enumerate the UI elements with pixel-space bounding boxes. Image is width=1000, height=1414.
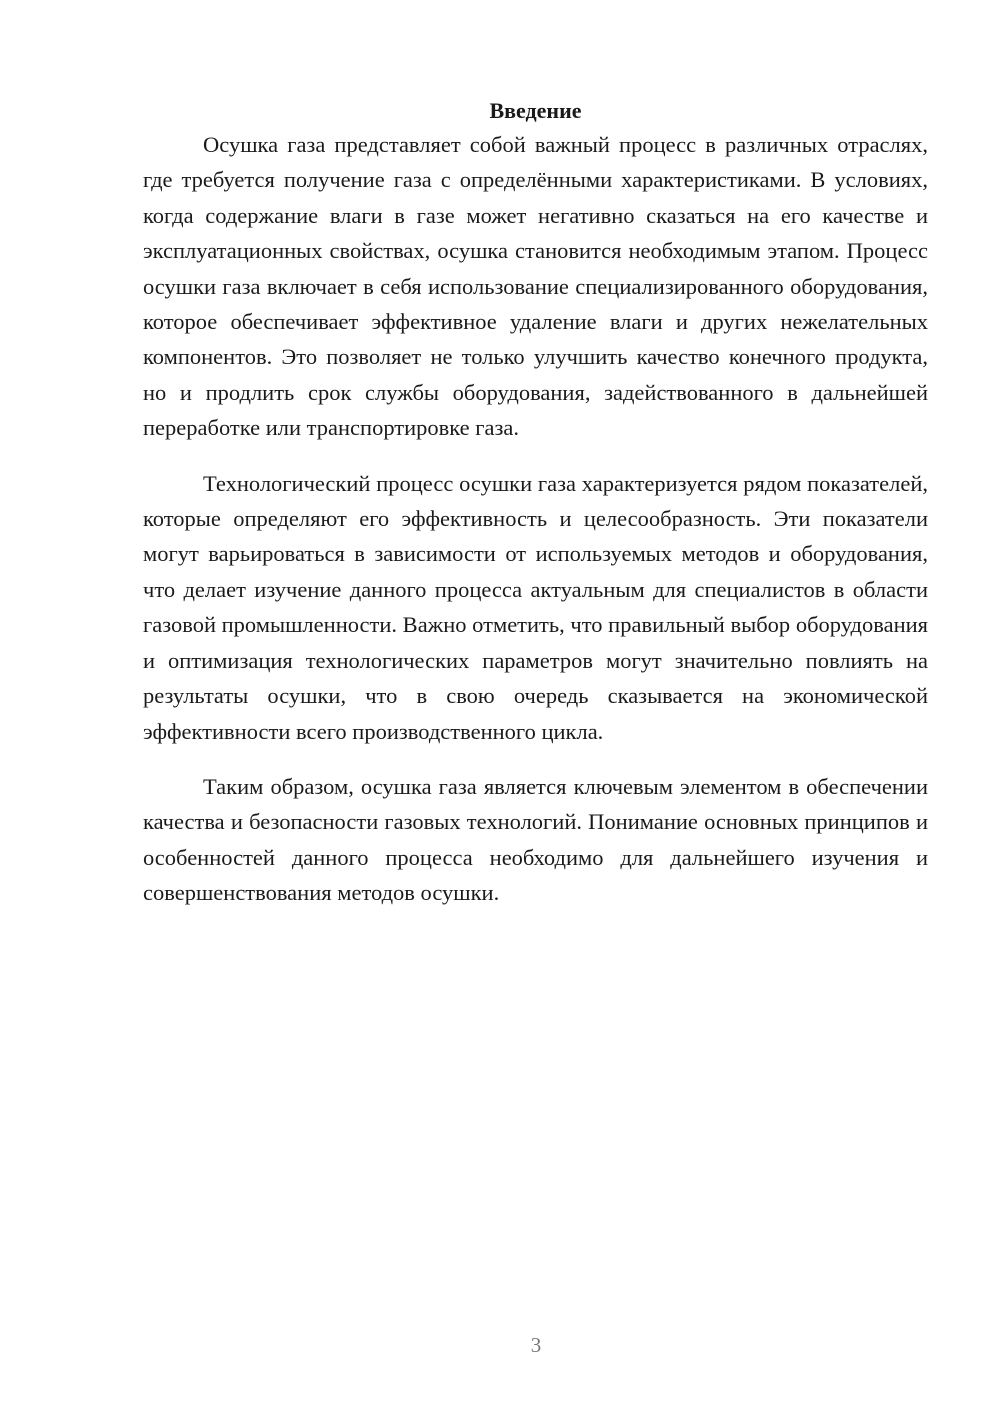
- section-heading: Введение: [489, 98, 582, 123]
- paragraph-3: Таким образом, осушка газа является ключевым элементом в обеспечении качества и безопасности газовых технологий. Понимание основных принципов и особенностей данного процесса необходимо для дальнейшего изучения и совершенствования методов осушки.: [143, 773, 928, 906]
- page-content: [143, 96, 928, 911]
- paragraph-2: Технологический процесс осушки газа характеризуется рядом показателей, которые определяют его эффективность и целесообразность. Эти показатели могут варьироваться в зависимости от используемых методов и оборудования, что делает изучение данного процесса актуальным для специалистов в области газовой промышленности. Важно отметить, что правильный выбор оборудования и оптимизация технологических параметров могут значительно повлиять на результаты осушки, что в свою очередь сказывается на экономической эффективности всего производственного цикла.: [143, 470, 928, 744]
- page-number: 3: [530, 1333, 542, 1357]
- paragraph-1: Осушка газа представляет собой важный процесс в различных отраслях, где требуется получение газа с определёнными характеристиками. В условиях, когда содержание влаги в газе может негативно сказаться на его качестве и эксплуатационных свойствах, осушка становится необходимым этапом. Процесс осушки газа включает в себя использование специализированного оборудования, которое обеспечивает эффективное удаление влаги и других нежелательных компонентов. Это позволяет не только улучшить качество конечного продукта, но и продлить срок службы оборудования, задействованного в дальнейшей переработке или транспортировке газа.: [143, 132, 928, 441]
